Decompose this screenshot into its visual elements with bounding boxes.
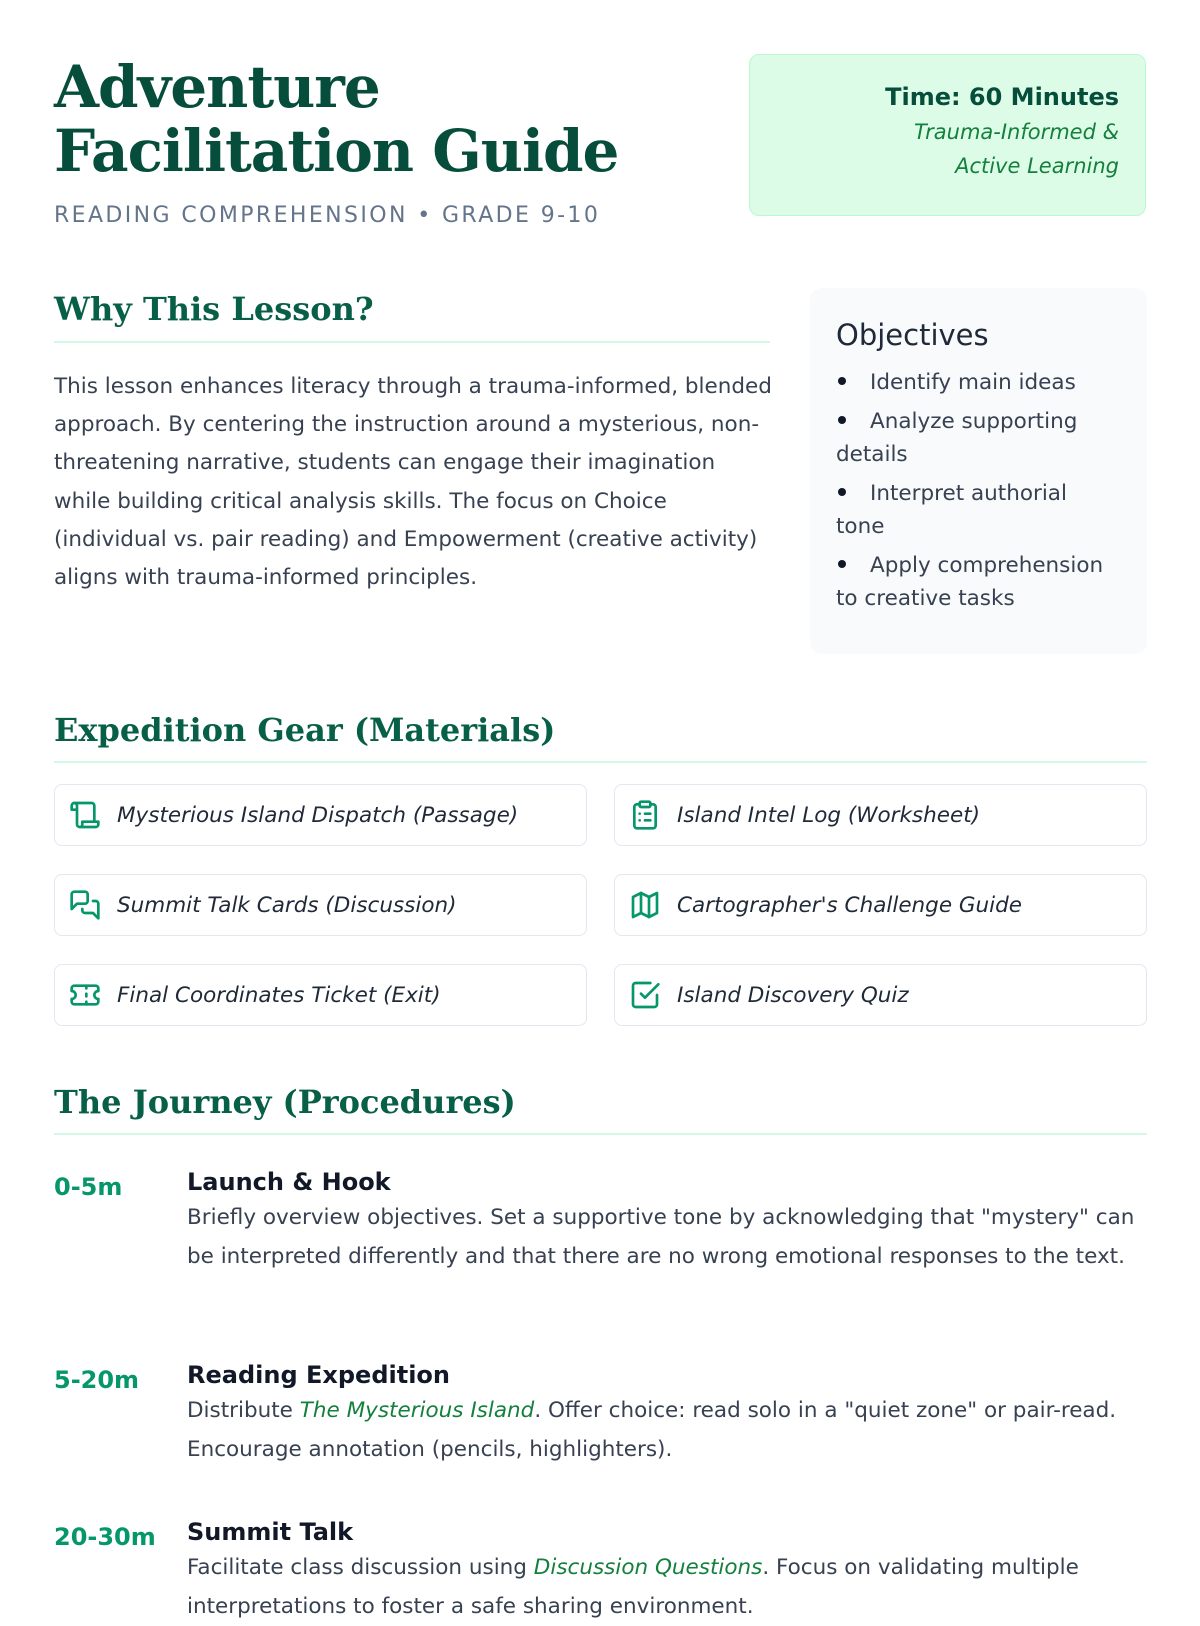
objective-item: Analyze supporting details (836, 409, 1078, 467)
bullet-icon (838, 488, 846, 496)
material-label: Island Intel Log (Worksheet) (677, 802, 981, 828)
step-time: 0-5m (54, 1173, 123, 1201)
step-description: Briefly overview objectives. Set a supportive tone by acknowledging that "mystery" can be interpreted differently and that there are no wrong emotional responses to the text. (187, 1205, 1135, 1269)
materials-heading: Expedition Gear (Materials) (54, 711, 556, 749)
procedure-step (187, 1515, 1152, 1626)
step-description: Facilitate class discussion using Discussion Questions. Focus on validating multiple interpretations to foster a safe sharing environment. (187, 1555, 1079, 1619)
checkbox-icon (629, 979, 661, 1011)
materials-divider (54, 761, 1147, 763)
discussion-questions-reference: Discussion Questions (533, 1555, 763, 1580)
map-icon (629, 889, 661, 921)
time-label: Time: 60 Minutes (885, 83, 1119, 111)
procedures-divider (54, 1133, 1147, 1135)
material-label: Summit Talk Cards (Discussion) (117, 892, 457, 918)
page-subtitle: READING COMPREHENSION • GRADE 9-10 (54, 203, 601, 228)
step-time: 5-20m (54, 1366, 140, 1394)
material-card-map-guide[interactable] (614, 874, 1147, 936)
objectives-list (836, 366, 1121, 615)
text-title-reference: The Mysterious Island (299, 1398, 535, 1423)
step-title: Summit Talk (187, 1518, 354, 1546)
approach-label: Trauma-Informed & Active Learning (913, 120, 1119, 178)
material-card-worksheet[interactable] (614, 784, 1147, 846)
clipboard-icon (629, 799, 661, 831)
material-label: Cartographer's Challenge Guide (677, 892, 1023, 918)
objectives-panel (810, 288, 1147, 654)
objective-item: Identify main ideas (836, 366, 1121, 399)
why-body: This lesson enhances literacy through a trauma-informed, blended approach. By centering the instruction around a mysterious, non-threatening narrative, students can engage their imagination while building critical analysis skills. The focus on Choice (individual vs. pair reading) and Empowerment (creative activity) aligns with trauma-informed principles. (54, 374, 772, 591)
material-card-passage[interactable] (54, 784, 587, 846)
bullet-icon (838, 377, 846, 385)
objective-item: Interpret authorial tone (836, 481, 1067, 539)
ticket-icon (69, 979, 101, 1011)
material-label: Mysterious Island Dispatch (Passage) (117, 802, 519, 828)
material-card-discussion[interactable] (54, 874, 587, 936)
material-card-exit-ticket[interactable] (54, 964, 587, 1026)
material-card-quiz[interactable] (614, 964, 1147, 1026)
why-heading: Why This Lesson? (54, 290, 374, 328)
chat-icon (69, 889, 101, 921)
procedure-step (187, 1165, 1152, 1276)
scroll-icon (69, 799, 101, 831)
why-divider (54, 341, 770, 343)
material-label: Final Coordinates Ticket (Exit) (117, 982, 441, 1008)
step-title: Reading Expedition (187, 1361, 450, 1389)
time-box (749, 54, 1146, 216)
step-description: Distribute The Mysterious Island. Offer choice: read solo in a "quiet zone" or pair-read. Encourage annotation (pencils, highlighters). (187, 1398, 1117, 1462)
procedure-step (187, 1358, 1152, 1469)
bullet-icon (838, 560, 846, 568)
step-title: Launch & Hook (187, 1168, 391, 1196)
objective-item: Apply comprehension to creative tasks (836, 553, 1104, 611)
page-title: Adventure Facilitation Guide (54, 53, 619, 185)
material-label: Island Discovery Quiz (677, 982, 909, 1008)
objectives-heading: Objectives (836, 318, 989, 352)
bullet-icon (838, 416, 846, 424)
procedures-heading: The Journey (Procedures) (54, 1083, 516, 1121)
step-time: 20-30m (54, 1523, 156, 1551)
